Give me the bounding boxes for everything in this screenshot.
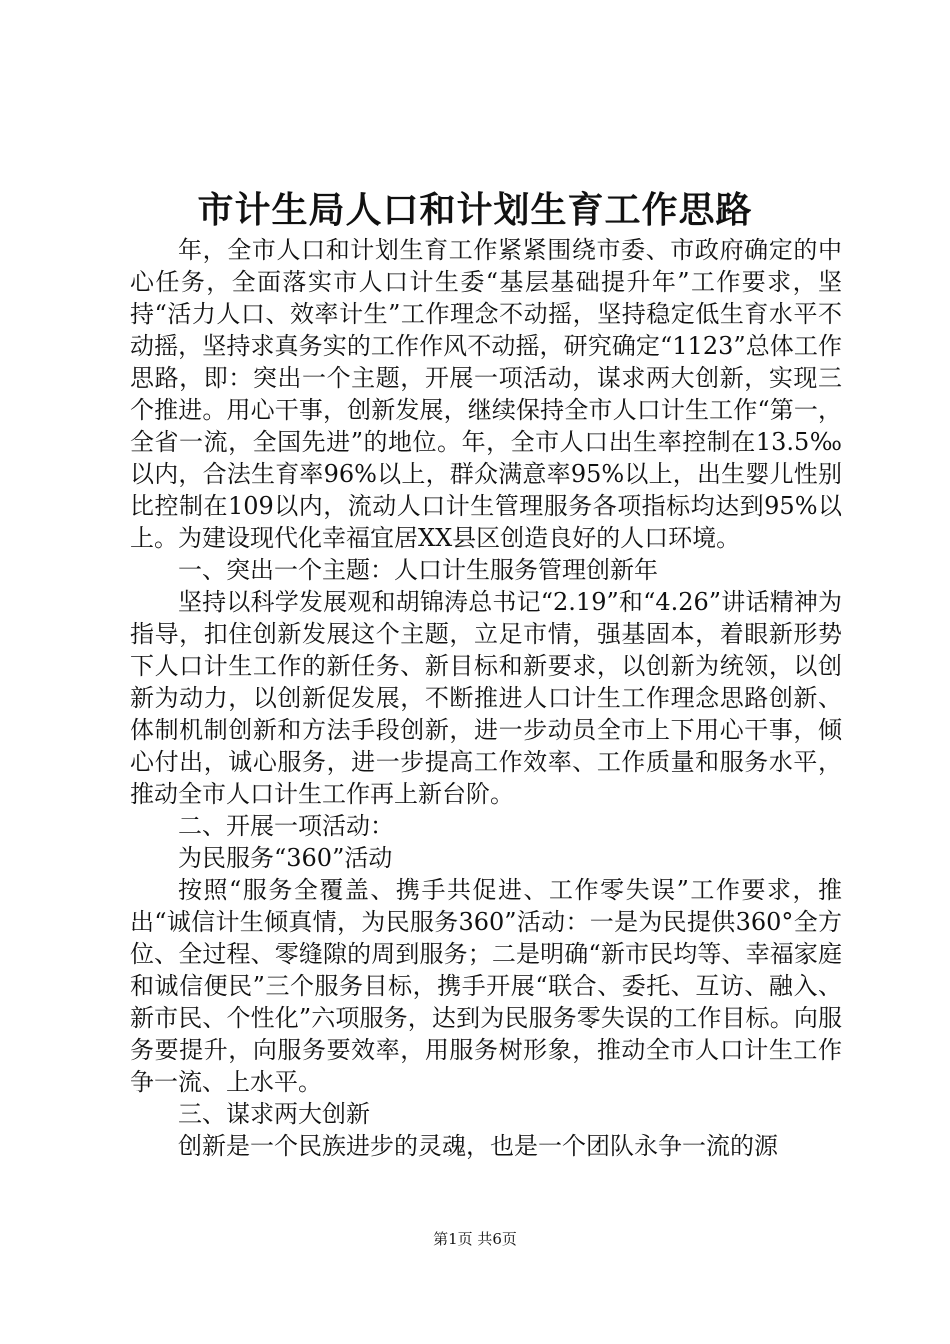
paragraph-section-3: 创新是一个民族进步的灵魂，也是一个团队永争一流的源	[178, 1132, 778, 1160]
paragraph-section-1: 坚持以科学发展观和胡锦涛总书记“2.19”和“4.26”讲话精神为指导，扣住创新发展这个主题，立足市情，强基固本，着眼新形势下人口计生工作的新任务、新目标和新要求，以创新为统领，以创新为动力，以创新促发展，不断推进人口计生工作理念思路创新、体制机制创新和方法手段创新，进一步动员全市上下用心干事，倾心付出，诚心服务，进一步提高工作效率、工作质量和服务水平，推动全市人口计生工作再上新台阶。	[130, 588, 842, 808]
document-body	[130, 234, 842, 1162]
document-title: 市计生局人口和计划生育工作思路	[197, 189, 753, 231]
paragraph-intro: 年，全市人口和计划生育工作紧紧围绕市委、市政府确定的中心任务，全面落实市人口计生委“基层基础提升年”工作要求，坚持“活力人口、效率计生”工作理念不动摇，坚持稳定低生育水平不动摇，坚持求真务实的工作作风不动摇，研究确定“1123”总体工作思路，即：突出一个主题，开展一项活动，谋求两大创新，实现三个推进。用心干事，创新发展，继续保持全市人口计生工作“第一，全省一流，全国先进”的地位。年，全市人口出生率控制在13.5‰以内，合法生育率96%以上，群众满意率95%以上，出生婴儿性别比控制在109以内，流动人口计生管理服务各项指标均达到95%以上。为建设现代化幸福宜居XX县区创造良好的人口环境。	[130, 236, 842, 552]
heading-section-3: 三、谋求两大创新	[178, 1100, 370, 1128]
heading-section-2: 二、开展一项活动：	[178, 812, 394, 840]
page-number-footer: 第1页 共6页	[433, 1230, 517, 1248]
heading-section-1: 一、突出一个主题：人口计生服务管理创新年	[178, 556, 658, 584]
paragraph-section-2: 按照“服务全覆盖、携手共促进、工作零失误”工作要求，推出“诚信计生倾真情，为民服务360”活动：一是为民提供360°全方位、全过程、零缝隙的周到服务；二是明确“新市民均等、幸福家庭和诚信便民”三个服务目标，携手开展“联合、委托、互访、融入、新市民、个性化”六项服务，达到为民服务零失误的工作目标。向服务要提升，向服务要效率，用服务树形象，推动全市人口计生工作争一流、上水平。	[130, 876, 842, 1096]
subheading-section-2: 为民服务“360”活动	[178, 844, 393, 872]
